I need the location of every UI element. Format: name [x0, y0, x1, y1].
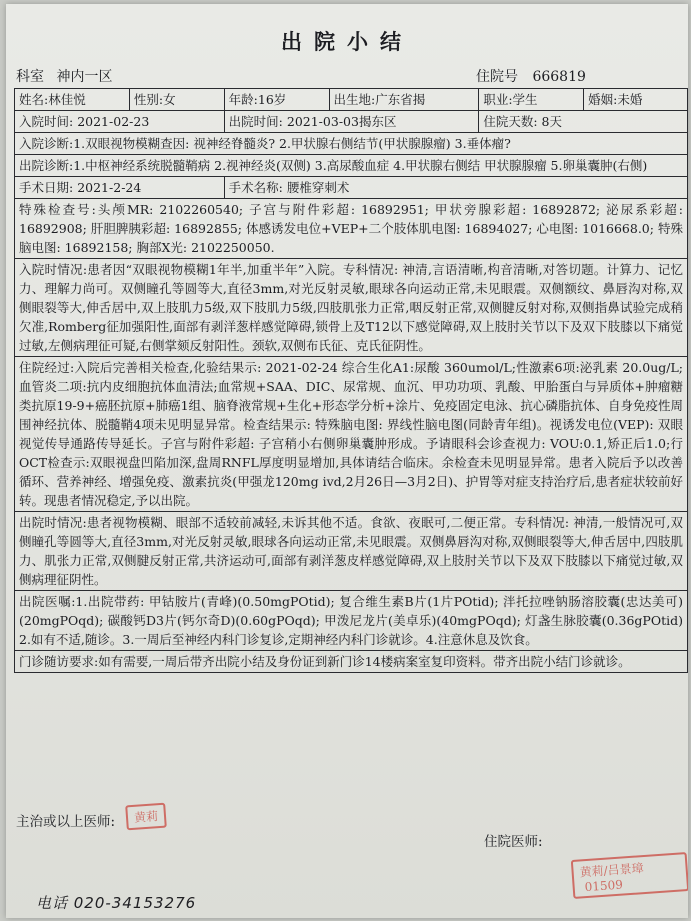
chief-physician-stamp [125, 803, 167, 831]
admission-number-value: 666819 [532, 69, 586, 85]
discharge-time-cell: 出院时间: 2021-03-03揭东区 [224, 111, 479, 133]
surgery-date-cell: 手术日期: 2021-2-24 [15, 177, 225, 199]
patient-name: 林佳悦 [48, 92, 86, 107]
resident-physician-stamp [571, 852, 688, 899]
department-value: 神内一区 [56, 69, 113, 85]
chief-physician-name: 黄莉 [133, 809, 159, 825]
birthplace-value: 广东省揭 [375, 92, 426, 107]
stay-days-value: 8天 [541, 114, 562, 129]
discharge-condition-row [15, 512, 688, 591]
discharge-diagnosis-row [15, 155, 688, 177]
stay-days-cell: 住院天数: 8天 [479, 111, 688, 133]
followup-text: 如有需要,一周后带齐出院小结及身份证到新门诊14楼病案室复印资料。带齐出院小结门诊就诊。 [98, 654, 631, 669]
discharge-condition-text: 患者视物模糊、眼部不适较前减轻,未诉其他不适。食欲、夜眠可,二便正常。专科情况: 神清,一般情况可,双侧瞳孔等圆等大,直径3mm,对光反射灵敏,眼球各向运动正常,未见眼震。双侧鼻唇沟对称,双侧眼裂等大,伸舌居中,四肢肌力、肌张力正常,双侧腱反射正常,共济运动可,面部有剥洋葱皮样感觉障碍,双上肢肘关节以下及双下肢膝以下痛觉过敏,双侧病理征阴性。 [19, 515, 683, 587]
resident-physician-field [484, 830, 543, 850]
admission-diagnosis-text: 1.双眼视物模糊查因: 视神经脊髓炎? 2.甲状腺右侧结节(甲状腺腺瘤) 3.垂体瘤? [73, 136, 511, 151]
special-exams-label: 特殊检查号: [19, 202, 96, 217]
document-title: 出院小结 [281, 29, 413, 54]
discharge-time-value: 2021-03-03揭东区 [286, 114, 397, 129]
discharge-orders-label: 出院医嘱: [19, 594, 76, 609]
hospital-course-label: 住院经过: [19, 360, 75, 375]
discharge-orders-row [15, 591, 688, 651]
surgery-name-cell: 手术名称: 腰椎穿刺术 [224, 177, 687, 199]
gender-cell: 性别:女 [129, 89, 224, 111]
followup-label: 门诊随访要求: [19, 654, 99, 669]
stay-row [15, 111, 688, 133]
discharge-summary-sheet [6, 4, 688, 918]
gender-value: 女 [163, 92, 176, 107]
birthplace-cell: 出生地:广东省揭 [329, 89, 479, 111]
followup-row [15, 651, 688, 673]
special-exams-text: 头颅MR: 2102260540; 子宫与附件彩超: 16892951; 甲状旁腺彩超: 16892872; 泌尿系彩超: 16892908; 肝胆脾胰彩超: 16892855; 体感诱发电位+VEP+二个肢体肌电图: 16894027; 心电图: 1016668.0; 特殊脑电图: 16892158; 胸部X光: 2102250050. [19, 202, 683, 255]
hospital-course-text: 入院后完善相关检查,化验结果示: 2021-02-24 综合生化A1:尿酸 360umol/L;性激素6项:泌乳素 20.0ug/L;血管炎二项:抗内皮细胞抗体血清法;血常规+SAA、DIC、尿常规、血沉、甲功功项、乳酸、甲胎蛋白与异质体+肿瘤糖类抗原19-9+癌胚抗原+肺癌1组、脑脊液常规+生化+形态学分析+涂片、免疫固定电泳、抗心磷脂抗体、自身免疫性周围神经抗体、脱髓鞘4项未见明显异常。检查结果示: 特殊脑电图: 界线性脑电图(同龄青年组)。视诱发电位(VEP): 双眼视觉传导通路传导延长。子宫与附件彩超: 子宫稍小右侧卵巢囊肿形成。予请眼科会诊查视力: VOU:0.1,矫正后1.0;行OCT检查示:双眼视盘凹陷加深,盘周RNFL厚度明显增加,具体请结合临床。余检查未见明显异常。患者入院后予以改善循环、营养神经、增强免疫、激素抗炎(甲强龙120mg ivd,2月26日—3月2日)、护胃等对症支持治疗后,患者症状较前好转。现患者情况稳定,予以出院。 [19, 360, 683, 508]
hospital-course-row [15, 357, 688, 512]
resident-physician-name: 黄莉/吕景璋 [579, 861, 645, 880]
admission-diagnosis-row [15, 133, 688, 155]
admission-condition-row [15, 259, 688, 357]
special-exams-row [15, 199, 688, 259]
discharge-diagnosis-text: 1.中枢神经系统脱髓鞘病 2.视神经炎(双侧) 3.高尿酸血症 4.甲状腺右侧结 甲状腺腺瘤 5.卵巢囊肿(右侧) [73, 158, 648, 173]
surgery-row [15, 177, 688, 199]
occupation-value: 学生 [512, 92, 538, 107]
surgery-date-value: 2021-2-24 [77, 180, 142, 195]
admission-number-label: 住院号 [476, 69, 518, 85]
stamp-code: 01509 [584, 877, 624, 895]
age-value: 16岁 [257, 92, 287, 107]
patient-name-cell: 姓名:林佳悦 [15, 89, 130, 111]
admission-condition-text: 患者因“双眼视物模糊1年半,加重半年”入院。专科情况: 神清,言语清晰,构音清晰,对答切题。计算力、记忆力、理解力尚可。双侧瞳孔等圆等大,直径3mm,对光反射灵敏,眼球各向运动正常,未见眼震。双侧额纹、鼻唇沟对称,双侧眼裂等大,伸舌居中,双上肢肌力5级,双下肢肌力5级,四肢肌张力正常,咽反射正常,双侧腱反射对称,双侧指鼻试验完成稍欠准,Romberg征加强阳性,面部有剥洋葱样感觉障碍,锁骨上及T12以下感觉障碍,双上肢肘关节以下及双下肢膝以下痛觉过敏,左侧病理征可疑,右侧掌颏反射阳性。颈软,双侧布氏征、克氏征阴性。 [19, 262, 683, 353]
age-cell: 年龄:16岁 [224, 89, 329, 111]
admission-condition-label: 入院时情况: [19, 262, 88, 277]
chief-physician-label: 主治或以上医师: [16, 814, 116, 830]
patient-info-row [15, 89, 688, 111]
discharge-orders-text: 1.出院带药: 甲钴胺片(青峰)(0.50mgPOtid); 复合维生素B片(1片POtid); 泮托拉唑钠肠溶胶囊(忠达美可)(20mgPOqd); 碳酸钙D3片(钙尔奇D)(0.60gPOqd); 甲泼尼龙片(美卓乐)(40mgPOqd); 灯盏生脉胶囊(0.36gPOtid) 2.如有不适,随诊。3.一周后至神经内科门诊复诊,定期神经内科门诊就诊。4.注意休息及饮食。 [19, 594, 683, 647]
admission-number-field [476, 66, 586, 86]
department-label: 科室 [16, 69, 44, 85]
discharge-diagnosis-label: 出院诊断: [19, 158, 74, 173]
occupation-cell: 职业:学生 [479, 89, 584, 111]
chief-physician-field [16, 810, 115, 830]
marital-cell: 婚姻:未婚 [584, 89, 688, 111]
discharge-condition-label: 出院时情况: [19, 515, 87, 530]
summary-table [14, 88, 688, 673]
handwritten-phone-note: 电话 020-34153276 [36, 894, 197, 912]
admit-time-cell: 入院时间: 2021-02-23 [15, 111, 225, 133]
admission-diagnosis-label: 入院诊断: [19, 136, 74, 151]
admit-time-value: 2021-02-23 [77, 114, 150, 129]
marital-value: 未婚 [617, 92, 643, 107]
resident-physician-label: 住院医师: [484, 834, 543, 850]
department-field [16, 66, 112, 86]
surgery-name-value: 腰椎穿刺术 [286, 180, 350, 195]
